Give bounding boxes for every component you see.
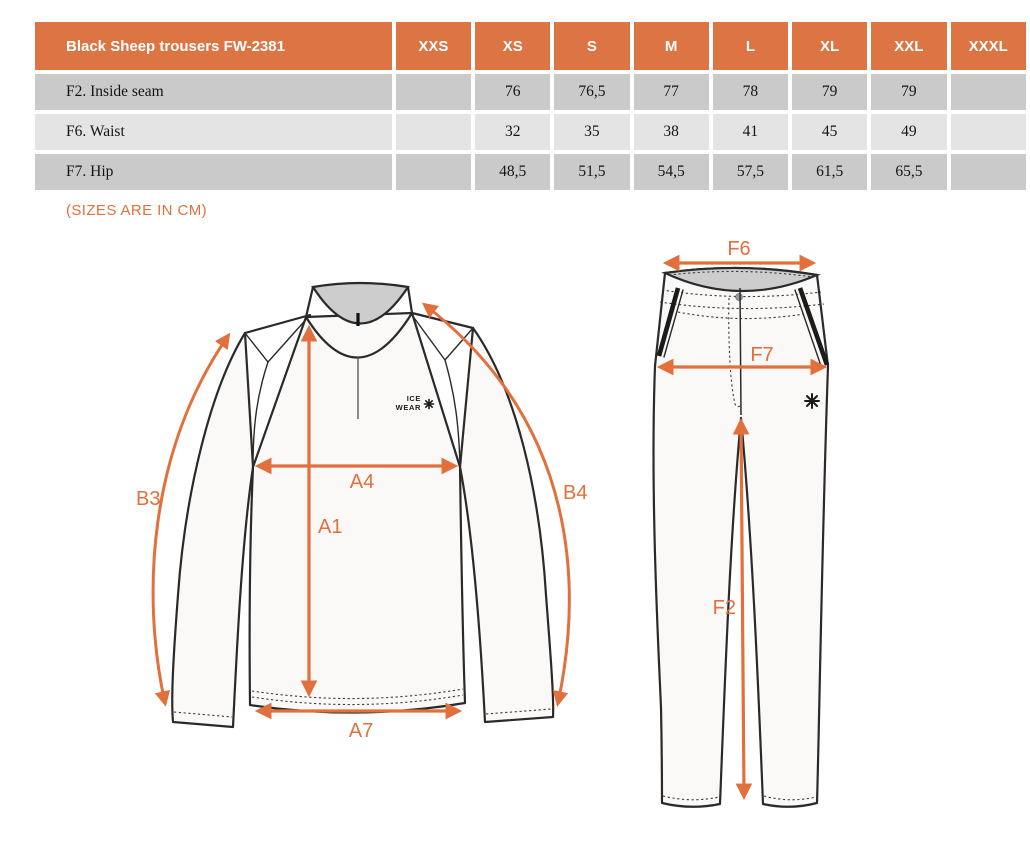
snowflake-icon bbox=[425, 400, 434, 409]
cell: 54,5 bbox=[634, 154, 709, 190]
col-header-s: S bbox=[554, 22, 629, 70]
cell: 57,5 bbox=[713, 154, 788, 190]
cell: 51,5 bbox=[554, 154, 629, 190]
waist-button bbox=[736, 294, 743, 301]
cell: 76,5 bbox=[554, 74, 629, 110]
cell bbox=[951, 154, 1026, 190]
shirt-diagram bbox=[125, 265, 615, 747]
shirt-outline bbox=[172, 283, 553, 727]
measure-label-a1: A1 bbox=[318, 516, 343, 538]
row-label: F2. Inside seam bbox=[35, 74, 392, 110]
cell bbox=[951, 74, 1026, 110]
table-row-hip bbox=[35, 154, 1026, 190]
table-row-inside-seam bbox=[35, 74, 1026, 110]
cell: 79 bbox=[871, 74, 946, 110]
cell: 78 bbox=[713, 74, 788, 110]
row-label: F6. Waist bbox=[35, 114, 392, 150]
cell: 38 bbox=[634, 114, 709, 150]
row-label: F7. Hip bbox=[35, 154, 392, 190]
units-note: (SIZES ARE IN CM) bbox=[66, 202, 207, 219]
logo-text-line2: WEAR bbox=[395, 403, 421, 412]
measure-label-a7: A7 bbox=[348, 720, 374, 742]
trousers-diagram bbox=[640, 238, 970, 838]
cell: 79 bbox=[792, 74, 867, 110]
cell: 76 bbox=[475, 74, 550, 110]
fly-line bbox=[740, 288, 741, 415]
cell bbox=[396, 114, 471, 150]
col-header-l: L bbox=[713, 22, 788, 70]
table-header-row bbox=[35, 22, 1026, 70]
size-table bbox=[31, 18, 1030, 194]
right-sleeve bbox=[460, 328, 553, 722]
col-header-m: M bbox=[634, 22, 709, 70]
body bbox=[250, 313, 465, 713]
cell: 77 bbox=[634, 74, 709, 110]
cell: 32 bbox=[475, 114, 550, 150]
measure-label-b3: B3 bbox=[136, 488, 161, 510]
measure-label-f2: F2 bbox=[712, 597, 736, 619]
snowflake-icon bbox=[805, 394, 819, 408]
col-header-xxl: XXL bbox=[871, 22, 946, 70]
cell: 65,5 bbox=[871, 154, 946, 190]
measure-label-f7: F7 bbox=[750, 344, 774, 366]
measure-label-b4: B4 bbox=[563, 482, 588, 504]
table-row-waist bbox=[35, 114, 1026, 150]
product-title: Black Sheep trousers FW-2381 bbox=[35, 22, 392, 70]
left-sleeve bbox=[172, 333, 253, 727]
cell: 61,5 bbox=[792, 154, 867, 190]
col-header-xxs: XXS bbox=[396, 22, 471, 70]
cell: 48,5 bbox=[475, 154, 550, 190]
logo-text-line1: ICE bbox=[406, 394, 421, 403]
measure-label-f6: F6 bbox=[727, 238, 751, 260]
cell: 45 bbox=[792, 114, 867, 150]
cell bbox=[951, 114, 1026, 150]
cell: 41 bbox=[713, 114, 788, 150]
cell: 35 bbox=[554, 114, 629, 150]
col-header-xl: XL bbox=[792, 22, 867, 70]
measure-arrow-f2 bbox=[741, 422, 744, 796]
col-header-xs: XS bbox=[475, 22, 550, 70]
cell bbox=[396, 74, 471, 110]
measure-label-a4: A4 bbox=[349, 471, 375, 493]
col-header-xxxl: XXXL bbox=[951, 22, 1026, 70]
cell bbox=[396, 154, 471, 190]
cell: 49 bbox=[871, 114, 946, 150]
